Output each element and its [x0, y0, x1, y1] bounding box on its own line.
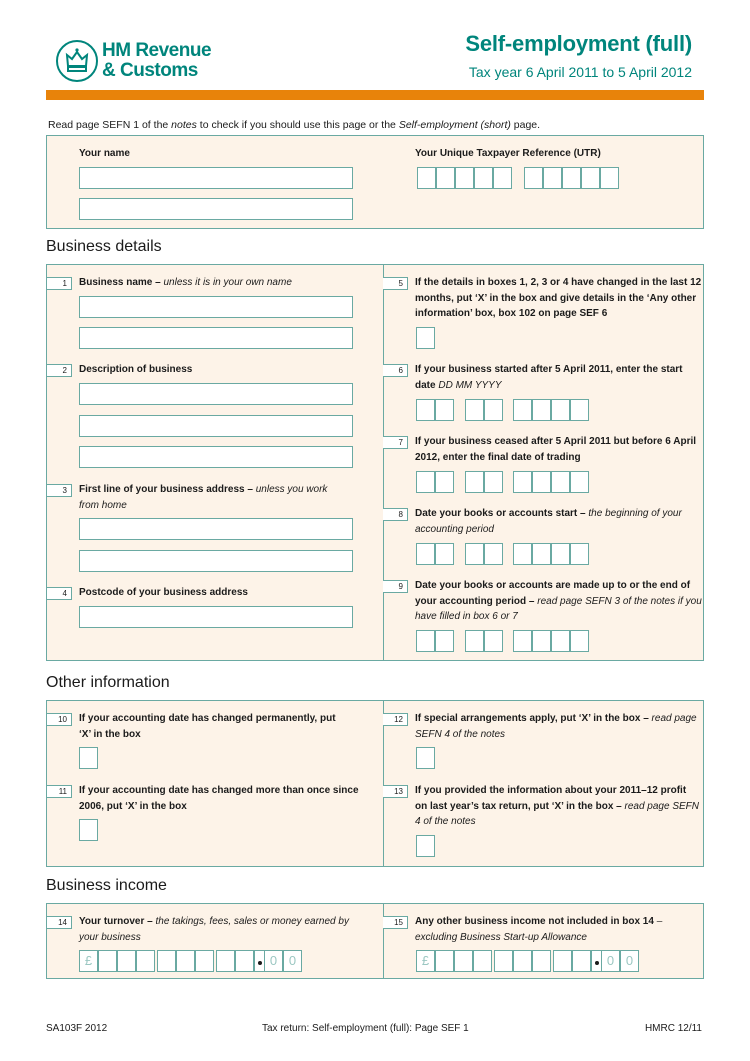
amount-digit-box[interactable] — [136, 950, 155, 972]
decimal-point — [595, 961, 599, 965]
date-digit-box[interactable] — [435, 399, 454, 421]
amount-digit-box[interactable] — [513, 950, 532, 972]
amount-digit-box[interactable] — [176, 950, 195, 972]
pence-box: 0 — [601, 950, 620, 972]
pence-box: 0 — [620, 950, 639, 972]
box-number-10: 10 — [47, 713, 72, 726]
amount-digit-box[interactable] — [98, 950, 117, 972]
business-postcode-field[interactable] — [79, 606, 353, 628]
hmrc-crest-icon — [56, 40, 98, 82]
business-details-heading: Business details — [46, 238, 162, 255]
business-description-field-3[interactable] — [79, 446, 353, 468]
form-title: Self-employment (full) — [465, 31, 692, 56]
date-digit-box[interactable] — [435, 543, 454, 565]
box-9-label: Date your books or accounts are made up to or the end of your accounting period – read page SEFN 3 of the notes if you have filled in box 6 or 7 — [415, 580, 702, 622]
amount-digit-box[interactable] — [235, 950, 254, 972]
date-digit-box[interactable] — [484, 471, 503, 493]
box-11-label: If your accounting date has changed more than once since 2006, put ‘X’ in the box — [79, 785, 359, 812]
intro-text: Read page SEFN 1 of the notes to check if you should use this page or the Self-employment (short) page. — [48, 119, 541, 131]
date-digit-box[interactable] — [465, 630, 484, 652]
business-name-field-1[interactable] — [79, 296, 353, 318]
other-information-panel — [46, 700, 704, 867]
your-name-label: Your name — [79, 148, 130, 159]
details-changed-checkbox[interactable] — [416, 327, 435, 349]
box-number-7: 7 — [383, 436, 408, 449]
footer-page-title: Tax return: Self-employment (full): Page SEF 1 — [262, 1023, 469, 1034]
date-digit-box[interactable] — [570, 630, 589, 652]
currency-symbol-box: £ — [79, 950, 98, 972]
date-digit-box[interactable] — [513, 471, 532, 493]
date-digit-box[interactable] — [484, 399, 503, 421]
footer-version: HMRC 12/11 — [644, 1023, 702, 1034]
box-8-label: Date your books or accounts start – the beginning of your accounting period — [415, 508, 682, 535]
hmrc-logo — [102, 41, 211, 81]
special-arrangements-checkbox[interactable] — [416, 747, 435, 769]
date-digit-box[interactable] — [570, 471, 589, 493]
date-digit-box[interactable] — [513, 399, 532, 421]
your-name-field-1[interactable] — [79, 167, 353, 189]
box-14-label: Your turnover – the takings, fees, sales or money earned by your business — [79, 916, 349, 943]
utr-digit-box[interactable] — [600, 167, 619, 189]
date-digit-box[interactable] — [465, 471, 484, 493]
business-income-panel — [46, 903, 704, 979]
box-number-3: 3 — [47, 484, 72, 497]
box-number-11: 11 — [47, 785, 72, 798]
box-10-label: If your accounting date has changed permanently, put ‘X’ in the box — [79, 713, 336, 740]
other-information-heading: Other information — [46, 674, 170, 691]
box-15-label: Any other business income not included in box 14 – excluding Business Start-up Allowance — [415, 916, 663, 943]
box-number-2: 2 — [47, 364, 72, 377]
box-2-label: Description of business — [79, 364, 193, 375]
utr-digit-box[interactable] — [581, 167, 600, 189]
business-details-panel — [46, 264, 704, 661]
your-name-field-2[interactable] — [79, 198, 353, 220]
date-digit-box[interactable] — [416, 471, 435, 493]
date-digit-box[interactable] — [465, 399, 484, 421]
date-digit-box[interactable] — [465, 543, 484, 565]
utr-digit-box[interactable] — [417, 167, 436, 189]
date-digit-box[interactable] — [435, 471, 454, 493]
date-digit-box[interactable] — [532, 630, 551, 652]
amount-digit-box[interactable] — [216, 950, 235, 972]
date-digit-box[interactable] — [532, 399, 551, 421]
amount-digit-box[interactable] — [572, 950, 591, 972]
business-income-heading: Business income — [46, 877, 167, 894]
business-address-field-2[interactable] — [79, 550, 353, 572]
date-digit-box[interactable] — [570, 399, 589, 421]
date-digit-box[interactable] — [513, 543, 532, 565]
panel-divider — [383, 265, 384, 660]
box-number-12: 12 — [383, 713, 408, 726]
header-rule — [46, 90, 704, 100]
box-number-9: 9 — [383, 580, 408, 593]
personal-details-panel — [46, 135, 704, 229]
amount-digit-box[interactable] — [435, 950, 454, 972]
utr-digit-box[interactable] — [474, 167, 493, 189]
utr-label: Your Unique Taxpayer Reference (UTR) — [415, 148, 601, 159]
box-6-label: If your business started after 5 April 2011, enter the start date DD MM YYYY — [415, 364, 683, 391]
amount-digit-box[interactable] — [117, 950, 136, 972]
utr-digit-box[interactable] — [562, 167, 581, 189]
date-digit-box[interactable] — [551, 471, 570, 493]
amount-digit-box[interactable] — [553, 950, 572, 972]
date-digit-box[interactable] — [570, 543, 589, 565]
date-digit-box[interactable] — [551, 630, 570, 652]
box-number-13: 13 — [383, 785, 408, 798]
decimal-point — [258, 961, 262, 965]
box-number-5: 5 — [383, 277, 408, 290]
box-number-6: 6 — [383, 364, 408, 377]
utr-digit-box[interactable] — [543, 167, 562, 189]
utr-digit-box[interactable] — [493, 167, 512, 189]
form-subtitle: Tax year 6 April 2011 to 5 April 2012 — [468, 64, 692, 80]
date-digit-box[interactable] — [416, 543, 435, 565]
business-address-field-1[interactable] — [79, 518, 353, 540]
profit-info-provided-checkbox[interactable] — [416, 835, 435, 857]
amount-digit-box[interactable] — [195, 950, 214, 972]
date-digit-box[interactable] — [532, 543, 551, 565]
pence-box: 0 — [283, 950, 302, 972]
date-digit-box[interactable] — [435, 630, 454, 652]
currency-symbol-box: £ — [416, 950, 435, 972]
box-number-1: 1 — [47, 277, 72, 290]
box-number-14: 14 — [47, 916, 72, 929]
amount-digit-box[interactable] — [494, 950, 513, 972]
box-12-label: If special arrangements apply, put ‘X’ in the box – read page SEFN 4 of the notes — [415, 713, 697, 740]
box-number-15: 15 — [383, 916, 408, 929]
utr-digit-box[interactable] — [455, 167, 474, 189]
amount-digit-box[interactable] — [532, 950, 551, 972]
business-name-field-2[interactable] — [79, 327, 353, 349]
date-digit-box[interactable] — [551, 399, 570, 421]
box-5-label: If the details in boxes 1, 2, 3 or 4 have changed in the last 12 months, put ‘X’ in the box and give details in the ‘Any other information’ box, box 102 on page SEF 6 — [415, 277, 702, 319]
accounting-date-changed-multiple-checkbox[interactable] — [79, 819, 98, 841]
amount-digit-box[interactable] — [157, 950, 176, 972]
amount-digit-box[interactable] — [473, 950, 492, 972]
logo-line-1: HM Revenue — [102, 40, 212, 61]
accounting-date-changed-checkbox[interactable] — [79, 747, 98, 769]
box-number-4: 4 — [47, 587, 72, 600]
footer-form-code: SA103F 2012 — [46, 1023, 108, 1034]
amount-digit-box[interactable] — [454, 950, 473, 972]
date-digit-box[interactable] — [484, 630, 503, 652]
logo-line-2: & Customs — [102, 60, 198, 81]
utr-digit-box[interactable] — [436, 167, 455, 189]
pence-box: 0 — [264, 950, 283, 972]
box-4-label: Postcode of your business address — [79, 587, 248, 598]
utr-digit-box[interactable] — [524, 167, 543, 189]
box-13-label: If you provided the information about your 2011–12 profit on last year’s tax return, put ‘X’ in the box – read page SEFN 4 of the notes — [415, 785, 699, 827]
date-digit-box[interactable] — [416, 399, 435, 421]
box-number-8: 8 — [383, 508, 408, 521]
date-digit-box[interactable] — [532, 471, 551, 493]
date-digit-box[interactable] — [513, 630, 532, 652]
date-digit-box[interactable] — [416, 630, 435, 652]
date-digit-box[interactable] — [551, 543, 570, 565]
box-7-label: If your business ceased after 5 April 2011 but before 6 April 2012, enter the final date of trading — [415, 436, 697, 463]
business-description-field-1[interactable] — [79, 383, 353, 405]
business-description-field-2[interactable] — [79, 415, 353, 437]
date-digit-box[interactable] — [484, 543, 503, 565]
box-3-label: First line of your business address – unless you work from home — [79, 484, 328, 511]
box-1-label: Business name – unless it is in your own name — [79, 277, 292, 288]
